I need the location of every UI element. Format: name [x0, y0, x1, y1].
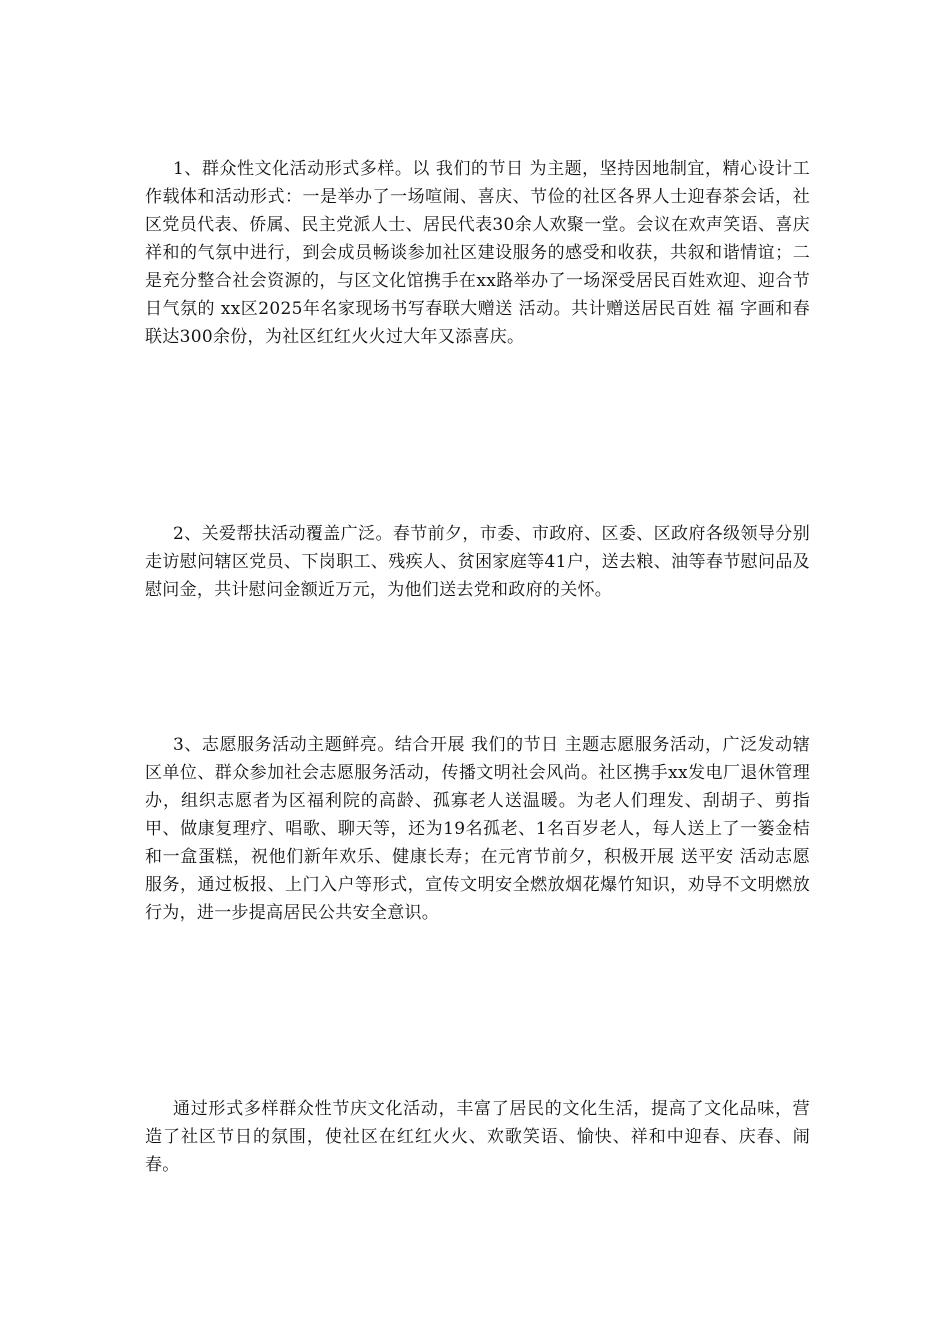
paragraph-care-assistance: 2、关爱帮扶活动覆盖广泛。春节前夕，市委、市政府、区委、区政府各级领导分别走访慰问辖区党员、下岗职工、残疾人、贫困家庭等41户，送去粮、油等春节慰问品及慰问金，共计慰问金额近万元，为他们送去党和政府的关怀。: [145, 524, 810, 600]
paragraph-conclusion: 通过形式多样群众性节庆文化活动，丰富了居民的文化生活，提高了文化品味，营造了社区节日的氛围，使社区在红红火火、欢歌笑语、愉快、祥和中迎春、庆春、闹春。: [145, 1099, 810, 1175]
paragraph-cultural-activities: 1、群众性文化活动形式多样。以 我们的节日 为主题，坚持因地制宜，精心设计工作载体和活动形式：一是举办了一场喧闹、喜庆、节俭的社区各界人士迎春茶会话，社区党员代表、侨属、民主党派人士、居民代表30余人欢聚一堂。会议在欢声笑语、喜庆祥和的气氛中进行，到会成员畅谈参加社区建设服务的感受和收获，共叙和谐情谊；二是充分整合社会资源的，与区文化馆携手在xx路举办了一场深受居民百姓欢迎、迎合节日气氛的 xx区2025年名家现场书写春联大赠送 活动。共计赠送居民百姓 福 字画和春联达300余份，为社区红红火火过大年又添喜庆。: [145, 159, 810, 347]
paragraph-volunteer-service: 3、志愿服务活动主题鲜亮。结合开展 我们的节日 主题志愿服务活动，广泛发动辖区单位、群众参加社会志愿服务活动，传播文明社会风尚。社区携手xx发电厂退休管理办，组织志愿者为区福利院的高龄、孤寡老人送温暖。为老人们理发、刮胡子、剪指甲、做康复理疗、唱歌、聊天等，还为19名孤老、1名百岁老人，每人送上了一篓金桔和一盒蛋糕，祝他们新年欢乐、健康长寿；在元宵节前夕，积极开展 送平安 活动志愿服务，通过板报、上门入户等形式，宣传文明安全燃放烟花爆竹知识，劝导不文明燃放行为，进一步提高居民公共安全意识。: [145, 735, 810, 923]
